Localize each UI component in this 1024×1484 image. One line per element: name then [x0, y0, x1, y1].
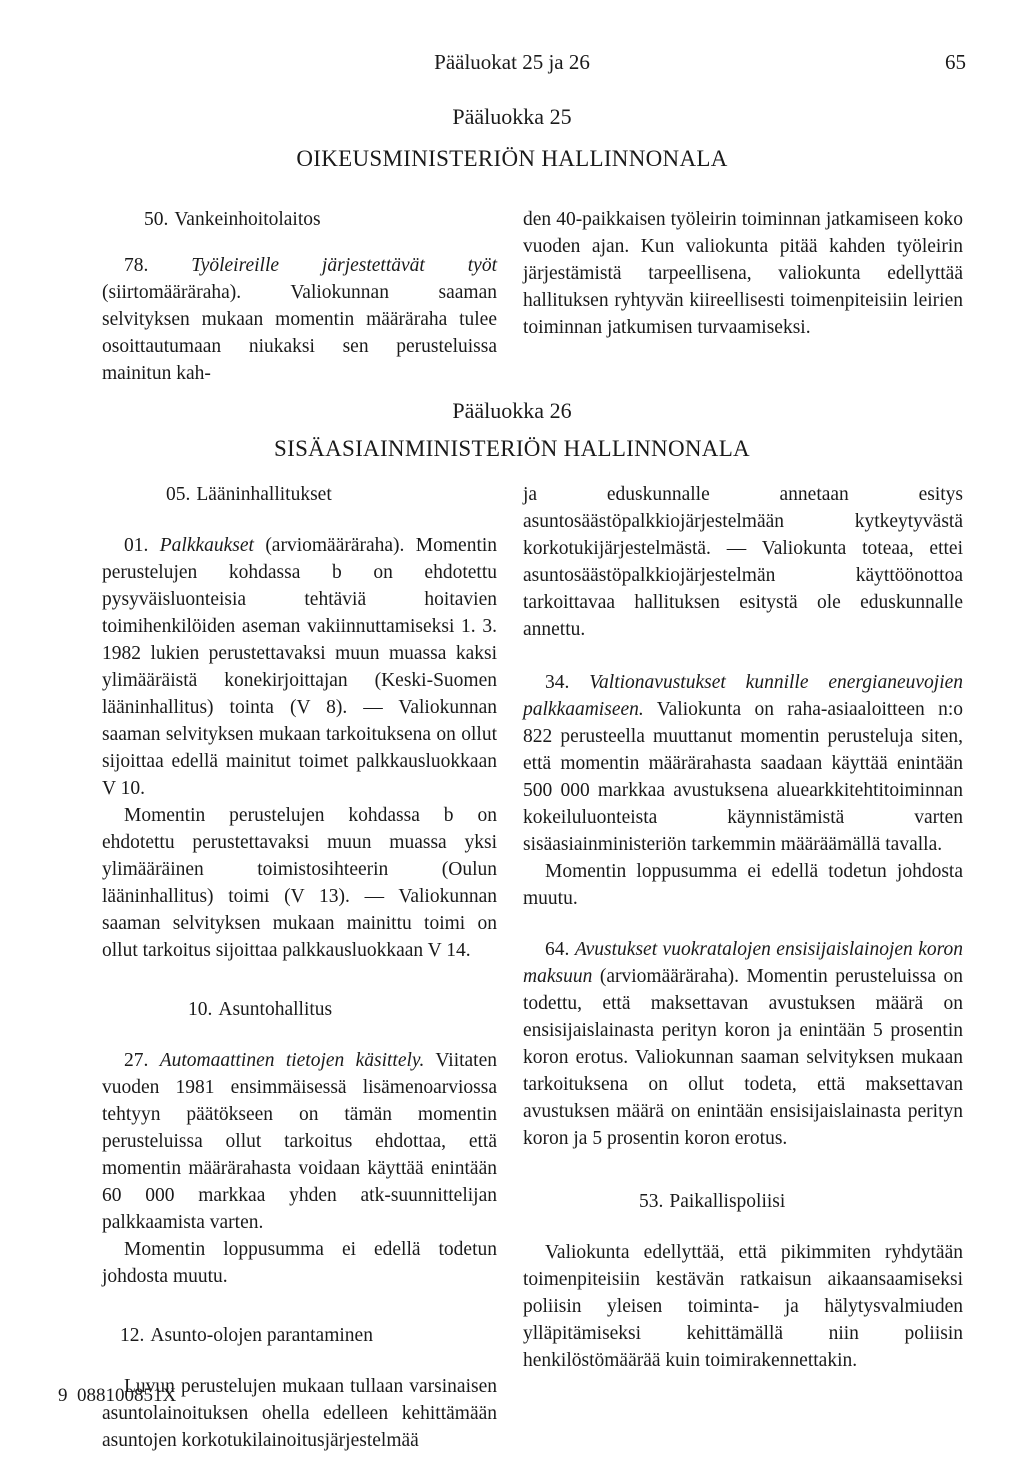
item-title: Valtionavustukset kunnille energianeuvojien palkkaamiseen.: [523, 672, 964, 720]
item-text: Momentin perusteluissa on todettu, että maksettavan avustuksen määrä on ensisijaislainasta perityn koron ja enintään 5 prosentin koron erotus. Valiokunnan saaman selvityksen mukaan tarkoituksena on ollut todeta, että maksettavan avustuksen määrä on enintään ensisijaislainasta perityn koron ja 5 prosentin koron erotus.: [523, 966, 964, 1149]
item-27-paragraph-2: Momentin loppusumma ei edellä todetun johdosta muutu.: [102, 1239, 497, 1287]
section-number: 10.: [188, 999, 213, 1020]
section-05-heading: [102, 481, 497, 508]
item-78-paragraph: [102, 252, 497, 387]
item-number: 78.: [124, 255, 149, 276]
section-number: 05.: [166, 484, 191, 505]
item-number: 01.: [124, 535, 149, 556]
continuation-paragraph: ja eduskunnalle annetaan esitys asuntosäästöpalkkiojärjestelmään kytkeytyvästä korkotukijärjestelmästä. — Valiokunta toteaa, ettei asuntosäästöpalkkiojärjestelmän käyttöönottoa tarkoittavaa hallituksen esitystä ole eduskunnalle annettu.: [523, 484, 963, 640]
item-text: Viitaten vuoden 1981 ensimmäisessä lisämenoarviossa tehtyyn päätökseen on tämän momentin perusteluissa ollut tarkoitus ehdottaa, että momentin määrärahasta voidaan käyttää enintään 60 000 markkaa yhden atk-suunnittelijan palkkaamista varten.: [102, 1050, 498, 1233]
section-title: Vankeinhoitolaitos: [174, 209, 321, 230]
item-note: (arviomääräraha).: [265, 535, 405, 556]
item-number: 27.: [124, 1050, 149, 1071]
section-50-heading: [102, 206, 497, 233]
section-number: 50.: [144, 209, 169, 230]
chapter-26-label: Pääluokka 26: [452, 398, 572, 423]
item-number: 64.: [545, 939, 570, 960]
chapter-25-title: OIKEUSMINISTERIÖN HALLINNONALA: [296, 146, 728, 171]
item-34-paragraph: [523, 669, 963, 858]
item-01-paragraph: [102, 532, 497, 802]
item-text: Valiokunta on raha-asiaaloitteen n:o 822 perusteella muuttanut momentin perusteluja siten, että momentin määrärahasta saadaan käyttää enintään 500 000 markkaa avustuksena aluearkkitehtitoiminnan kokeiluluonteista käynnistämistä varten sisäasiainministeriön tarkemmin määräämällä tavalla.: [523, 699, 963, 855]
item-note: (arviomääräraha).: [599, 966, 739, 987]
section-53-paragraph: Valiokunta edellyttää, että pikimmiten ryhdytään toimenpiteisiin kestävän ratkaisun aikaansaamiseksi poliisin yleisen toiminta- ja hälytysvalmiuden ylläpitämiseksi kehittämällä niin poliisin henkilöstömäärää kuin toimirakennettakin.: [523, 1242, 963, 1371]
section-number: 12.: [120, 1325, 145, 1346]
section-title: Lääninhallitukset: [196, 484, 332, 505]
item-78-continuation: den 40-paikkaisen työleirin toiminnan jatkamiseen koko vuoden ajan. Kun valiokunta pitää kahden työleirin järjestämistä tarpeellisena, valiokunta edellyttää hallituksen ryhtyvän kiireellisesti toimenpiteisiin leirien toiminnan jatkumisen turvaamiseksi.: [523, 209, 963, 338]
left-column: [102, 481, 497, 1454]
chapter-25-right-column: [523, 206, 963, 341]
item-number: 34.: [545, 672, 570, 693]
item-34-paragraph-2: Momentin loppusumma ei edellä todetun johdosta muutu.: [523, 861, 963, 909]
section-title: Asuntohallitus: [218, 999, 333, 1020]
item-64-paragraph: [523, 936, 963, 1152]
item-text: Valiokunnan saaman selvityksen mukaan momentin määräraha tulee osoittautumaan niukaksi sen perusteluissa mainitun kah-: [102, 282, 497, 384]
section-title: Paikallispoliisi: [669, 1191, 786, 1212]
item-27-paragraph: [102, 1047, 497, 1236]
chapter-25-label: Pääluokka 25: [452, 104, 572, 129]
item-note: (siirtomääräraha).: [102, 282, 242, 303]
right-column: [523, 481, 963, 1374]
chapter-25-left-column: [102, 206, 497, 387]
section-12-heading: [102, 1322, 497, 1349]
item-title: Työleireille järjestettävät työt: [191, 255, 497, 276]
item-title: Palkkaukset: [159, 535, 254, 556]
item-title: Automaattinen tietojen käsittely.: [159, 1050, 425, 1071]
page-number: 65: [945, 50, 966, 74]
item-title: Avustukset vuokratalojen ensisijaislainojen koron maksuun: [523, 939, 964, 987]
running-header: Pääluokat 25 ja 26: [434, 50, 590, 74]
footer-code: 9 088100851X: [58, 1385, 177, 1406]
chapter-26-title: SISÄASIAINMINISTERIÖN HALLINNONALA: [274, 436, 750, 461]
section-10-heading: [102, 996, 497, 1023]
section-title: Asunto-olojen parantaminen: [150, 1325, 373, 1346]
section-53-heading: [523, 1188, 963, 1215]
item-01-paragraph-2: Momentin perustelujen kohdassa b on ehdotettu perustettavaksi muun muassa yksi ylimääräinen toimistosihteerin (Oulun lääninhallitus) toimi (V 13). — Valiokunnan saaman selvityksen mukaan mainittu toimi on ollut tarkoitus sijoittaa palkkausluokkaan V 14.: [102, 805, 497, 961]
section-12-paragraph: Luvun perustelujen mukaan tullaan varsinaisen asuntolainoituksen ohella edelleen kehittämään asuntojen korkotukilainoitusjärjestelmää: [102, 1376, 497, 1451]
item-text: Momentin perustelujen kohdassa b on ehdotettu pysyväisluonteisia tehtäviä hoitavien toimihenkilöiden aseman vakiinnuttamiseksi 1. 3. 1982 lukien perustettavaksi muun muassa kaksi ylimääräistä konekirjoittajan (Keski-Suomen lääninhallitus) tointa (V 8). — Valiokunnan saaman selvityksen mukaan tarkoituksena on ollut sijoittaa edellä mainitut toimet palkkausluokkaan V 10.: [102, 535, 498, 799]
section-number: 53.: [639, 1191, 664, 1212]
